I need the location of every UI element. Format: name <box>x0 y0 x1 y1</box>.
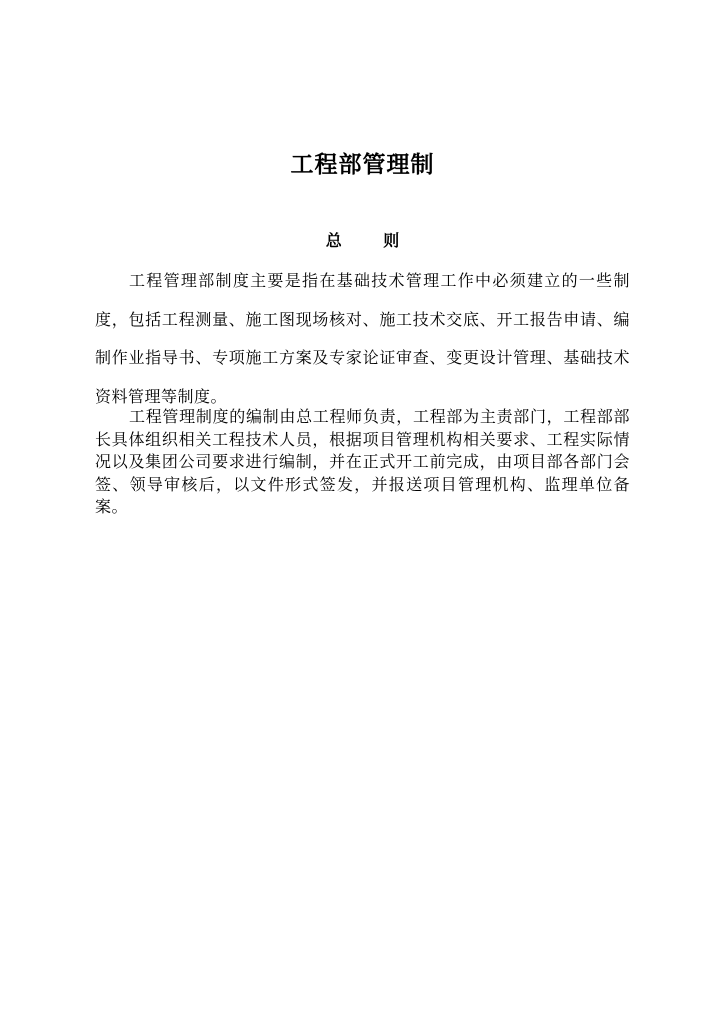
paragraph-preparation: 工程管理制度的编制由总工程师负责，工程部为主责部门，工程部部长具体组织相关工程技术人员，根据项目管理机构相关要求、工程实际情况以及集团公司要求进行编制，并在正式开工前完成，由项目部各部门会签、领导审核后，以文件形式签发，并报送项目管理机构、监理单位备案。 <box>95 407 630 516</box>
document-title: 工程部管理制 <box>290 152 435 178</box>
section-heading-general-principles: 总 则 <box>325 231 418 250</box>
paragraph-scope: 工程管理部制度主要是指在基础技术管理工作中必须建立的一些制度，包括工程测量、施工图现场核对、施工技术交底、开工报告申请、编制作业指导书、专项施工方案及专家论证审查、变更设计管理、基础技术资料管理等制度。 <box>95 271 630 406</box>
